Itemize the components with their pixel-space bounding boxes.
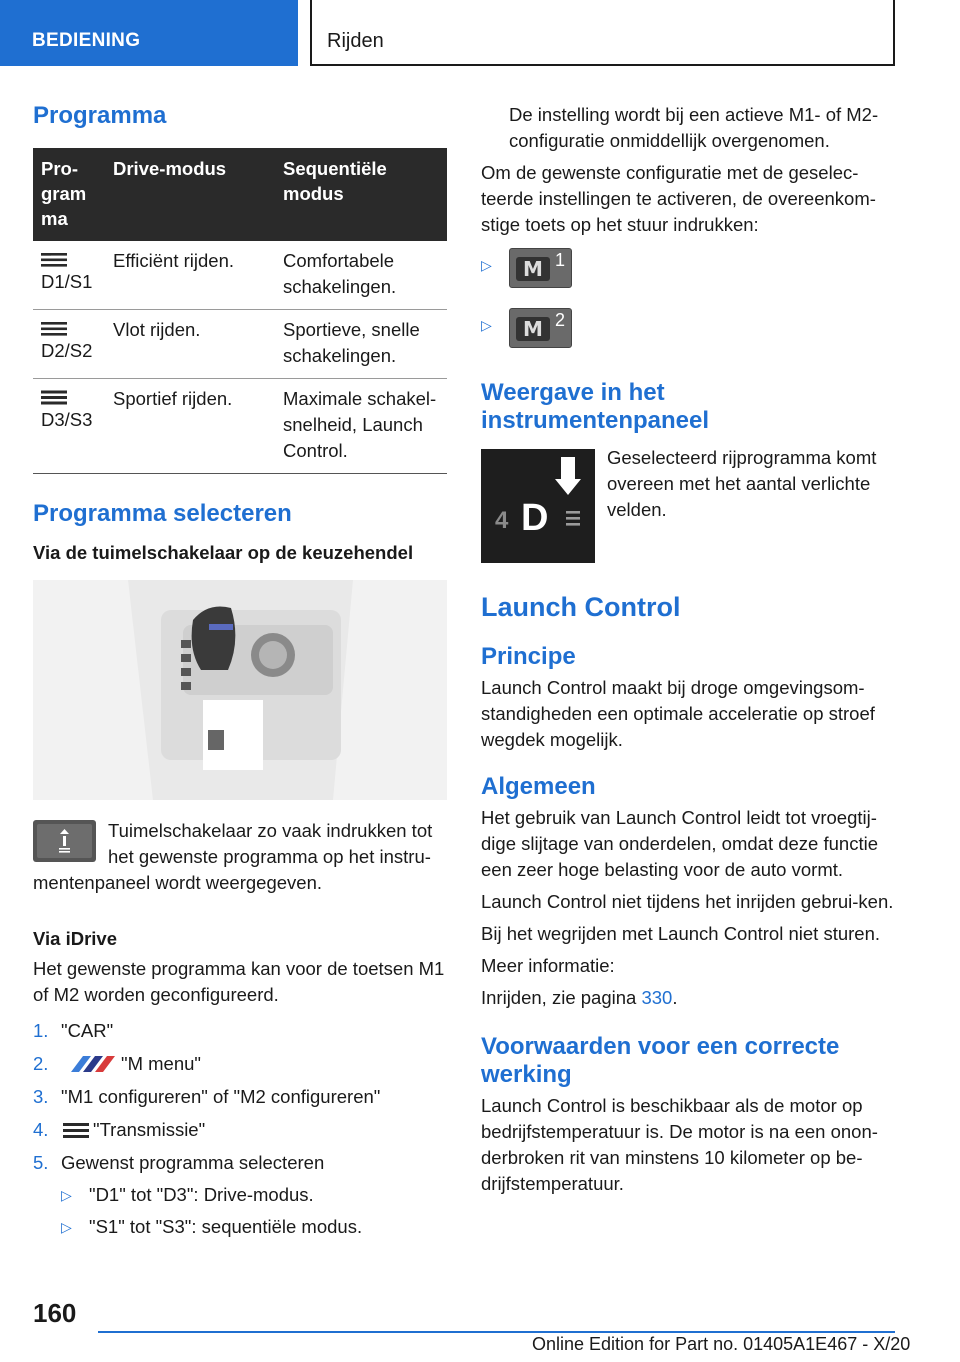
list-item: 3. "M1 configureren" of "M2 configureren"	[33, 1085, 381, 1107]
col-header-program: Pro- gram ma	[33, 148, 105, 241]
program-cell: D1/S1	[33, 241, 105, 310]
triangle-bullet-icon: ▷	[61, 1187, 72, 1203]
conditions-paragraph: Launch Control is beschikbaar als de motor op bedrijfstemperatuur is. De motor is na een onon-derbroken rit van minstens 10 kilometer op be-drijfstemperatuur.	[481, 1095, 878, 1194]
seq-cell: Maximale schakel- snelheid, Launch Control.	[275, 379, 447, 474]
m-stripes-icon	[61, 1054, 117, 1074]
setting-paragraph: De instelling wordt bij een actieve M1- of M2-configuratie onmiddellijk overgenomen.	[509, 104, 879, 151]
activate-paragraph: Om de gewenste configuratie met de geselec-teerde instellingen te activeren, de overeenkom-stige toets op het stuur indrukken:	[481, 162, 876, 235]
sub-list-item: ▷ "S1" tot "S3": sequentiële modus.	[33, 1211, 447, 1243]
launch-control-heading: Launch Control	[481, 592, 681, 622]
gear-selector-photo	[33, 580, 447, 800]
triangle-bullet-icon: ▷	[481, 257, 492, 273]
sub-list-item: ▷ "D1" tot "D3": Drive-modus.	[33, 1179, 447, 1211]
drive-mode-display-icon	[481, 449, 595, 563]
table-row	[33, 379, 447, 474]
display-heading: Weergave in het instrumentenpaneel	[481, 379, 710, 434]
drive-cell: Efficiënt rijden.	[105, 241, 275, 310]
chapter-title: BEDIENING	[32, 30, 141, 51]
triangle-bullet-icon: ▷	[61, 1219, 72, 1235]
drive-cell: Vlot rijden.	[105, 310, 275, 379]
general-paragraph-1: Het gebruik van Launch Control leidt tot vroegtij-dige slijtage van onderdelen, omdat deze functie een zeer hoge belasting voor de auto vormt.	[481, 807, 878, 880]
general-paragraph-3: Bij het wegrijden met Launch Control niet sturen.	[481, 923, 880, 944]
display-block	[481, 449, 895, 563]
edition-text: Online Edition for Part no. 01405A1E467 - X/20	[532, 1334, 911, 1354]
program-cell: D3/S3	[33, 379, 105, 474]
drive-cell: Sportief rijden.	[105, 379, 275, 474]
table-row	[33, 241, 447, 310]
program-table	[33, 148, 447, 474]
rocker-switch-icon	[33, 820, 96, 862]
list-item: 2. "M menu"	[33, 1052, 201, 1074]
m1-item	[481, 248, 895, 304]
section-title: Rijden	[327, 30, 384, 52]
rocker-paragraph: Tuimelschakelaar zo vaak indrukken tot het gewenste programma op het instru-mentenpaneel wordt weergegeven.	[33, 820, 433, 893]
m2-button-icon: M 2	[509, 308, 572, 348]
right-column	[481, 100, 895, 1197]
col-header-seq: Sequentiële modus	[275, 148, 447, 241]
triangle-bullet-icon: ▷	[481, 317, 492, 333]
list-item: 4. "Transmissie"	[33, 1118, 206, 1140]
col-header-drive: Drive-modus	[105, 148, 275, 241]
steps-list	[33, 1014, 447, 1243]
program-cell: D2/S2	[33, 310, 105, 379]
gear-lines-2-icon	[41, 320, 67, 338]
chapter-tab	[0, 0, 298, 66]
gear-lines-3-icon	[41, 389, 67, 407]
idrive-paragraph: Het gewenste programma kan voor de toetsen M1 of M2 worden geconfigureerd.	[33, 958, 445, 1005]
via-idrive-heading: Via iDrive	[33, 928, 117, 949]
svg-text:D: D	[521, 497, 549, 539]
table-header-row	[33, 148, 447, 241]
via-rocker-heading: Via de tuimelschakelaar op de keuzehendel	[33, 542, 414, 563]
breakin-reference: Inrijden, zie pagina 330.	[481, 987, 678, 1008]
page-link[interactable]: 330	[641, 987, 673, 1008]
instrument-display-image	[481, 449, 595, 563]
gear-selector-illustration	[33, 580, 447, 800]
principle-paragraph: Launch Control maakt bij droge omgevingsom-standigheden een optimale acceleratie op stroef wegdek mogelijk.	[481, 677, 875, 750]
more-info-label: Meer informatie:	[481, 955, 615, 976]
section-header	[310, 0, 895, 66]
list-item: 1. "CAR"	[33, 1019, 114, 1041]
select-program-heading: Programma selecteren	[33, 500, 292, 527]
footer-divider	[98, 1331, 895, 1333]
seq-cell: Sportieve, snelle schakelingen.	[275, 310, 447, 379]
transmission-icon	[63, 1121, 89, 1139]
svg-text:4: 4	[495, 507, 509, 534]
principle-heading: Principe	[481, 643, 576, 670]
gear-lines-1-icon	[41, 251, 67, 269]
m2-item	[481, 308, 895, 364]
left-column	[33, 100, 447, 1243]
list-item: 5. Gewenst programma selecteren	[33, 1151, 325, 1173]
page-number: 160	[33, 1298, 77, 1328]
general-heading: Algemeen	[481, 773, 596, 800]
display-paragraph: Geselecteerd rijprogramma komt overeen met het aantal verlichte velden.	[607, 447, 877, 520]
general-paragraph-2: Launch Control niet tijdens het inrijden gebrui-ken.	[481, 891, 894, 912]
seq-cell: Comfortabele schakelingen.	[275, 241, 447, 310]
conditions-heading: Voorwaarden voor een correcte werking	[481, 1033, 840, 1088]
m1-button-icon: M 1	[509, 248, 572, 288]
table-row	[33, 310, 447, 379]
programma-heading: Programma	[33, 102, 167, 129]
